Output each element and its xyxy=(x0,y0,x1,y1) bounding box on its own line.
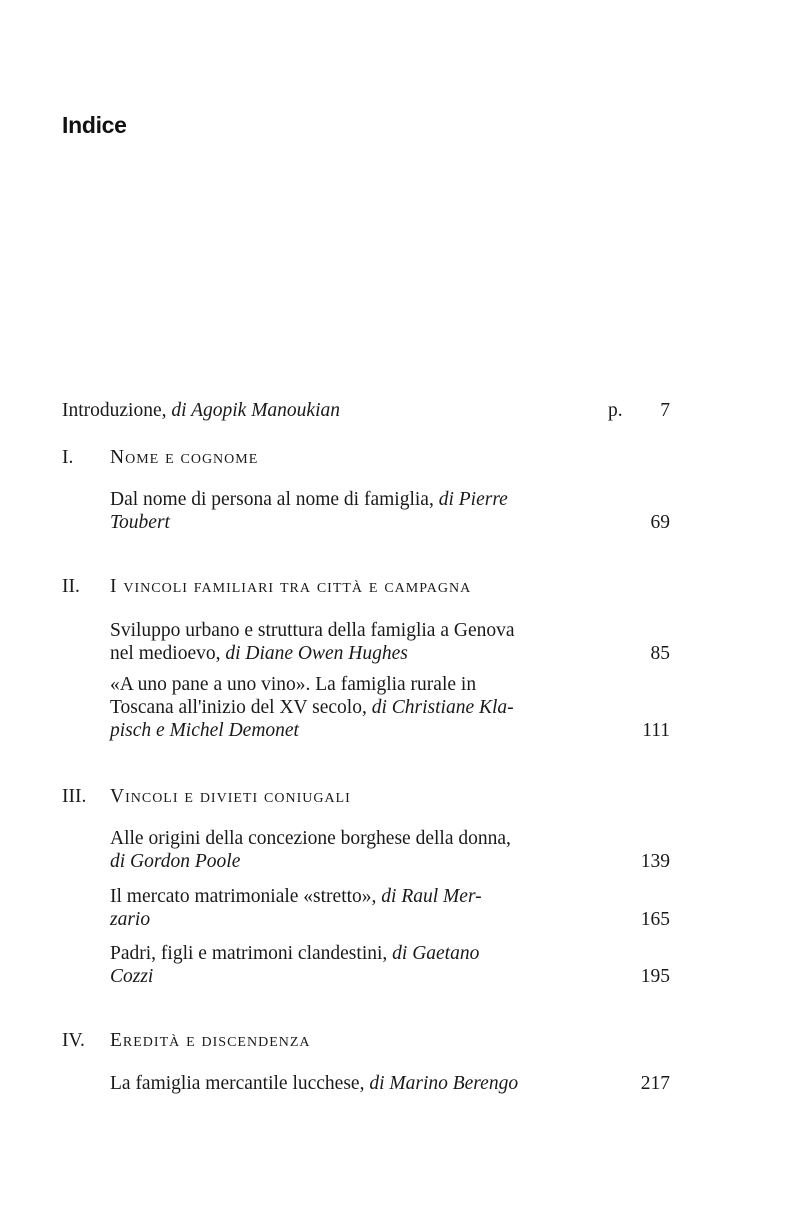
toc-entry[interactable] xyxy=(110,885,562,931)
toc-entry[interactable] xyxy=(110,673,562,742)
entry-author: pisch e Michel Demonet xyxy=(110,720,299,741)
entry-author: zario xyxy=(110,909,151,930)
page-title: Indice xyxy=(62,112,127,138)
entry-title: La famiglia mercantile lucchese, xyxy=(110,1073,365,1094)
entry-author: di Marino Berengo xyxy=(369,1073,519,1094)
toc-entry[interactable] xyxy=(110,827,562,873)
entry-author: di Agopik Manoukian xyxy=(171,400,341,421)
entry-title: Il mercato matrimoniale «stretto», xyxy=(110,886,377,907)
entry-author: di Gaetano xyxy=(392,943,480,964)
entry-author: di Gordon Poole xyxy=(110,851,241,872)
section-title: Vincoli e divieti coniugali xyxy=(110,786,351,807)
toc-entry[interactable] xyxy=(110,1072,562,1095)
entry-title: Toscana all'inizio del XV secolo, xyxy=(110,697,367,718)
page-prefix: p. xyxy=(608,400,623,421)
page-number: 139 xyxy=(640,851,670,872)
page-number: 111 xyxy=(642,720,670,741)
section-numeral: II. xyxy=(62,576,80,597)
toc-entry[interactable] xyxy=(110,619,562,665)
toc-entry[interactable] xyxy=(110,488,562,534)
page-number: 85 xyxy=(650,643,670,664)
section-numeral: IV. xyxy=(62,1030,85,1051)
section-numeral: III. xyxy=(62,786,87,807)
entry-author: Toubert xyxy=(110,512,170,533)
entry-author: di Raul Mer- xyxy=(381,886,482,907)
entry-author: di Diane Owen Hughes xyxy=(225,643,408,664)
entry-title: Padri, figli e matrimoni clandestini, xyxy=(110,943,388,964)
toc-entry-introduction[interactable] xyxy=(62,399,340,423)
page-number: 69 xyxy=(650,512,670,533)
entry-title: Alle origini della concezione borghese della donna, xyxy=(110,828,511,849)
section-title: Nome e cognome xyxy=(110,447,259,468)
entry-author: di Pierre xyxy=(438,489,508,510)
entry-title: Introduzione, xyxy=(62,400,167,421)
page-number: 165 xyxy=(640,909,670,930)
section-numeral: I. xyxy=(62,447,74,468)
entry-title: nel medioevo, xyxy=(110,643,221,664)
toc-entry[interactable] xyxy=(110,942,562,988)
section-title: Eredità e discendenza xyxy=(110,1030,311,1051)
entry-author: Cozzi xyxy=(110,966,154,987)
page-number: 217 xyxy=(640,1073,670,1094)
section-title: I vincoli familiari tra città e campagna xyxy=(110,576,472,597)
entry-title: Dal nome di persona al nome di famiglia, xyxy=(110,489,434,510)
page-number: 195 xyxy=(640,966,670,987)
entry-title: «A uno pane a uno vino». La famiglia rurale in xyxy=(110,674,477,695)
entry-author: di Christiane Kla- xyxy=(371,697,514,718)
entry-title: Sviluppo urbano e struttura della famiglia a Genova xyxy=(110,620,515,641)
page-number: 7 xyxy=(660,400,670,421)
